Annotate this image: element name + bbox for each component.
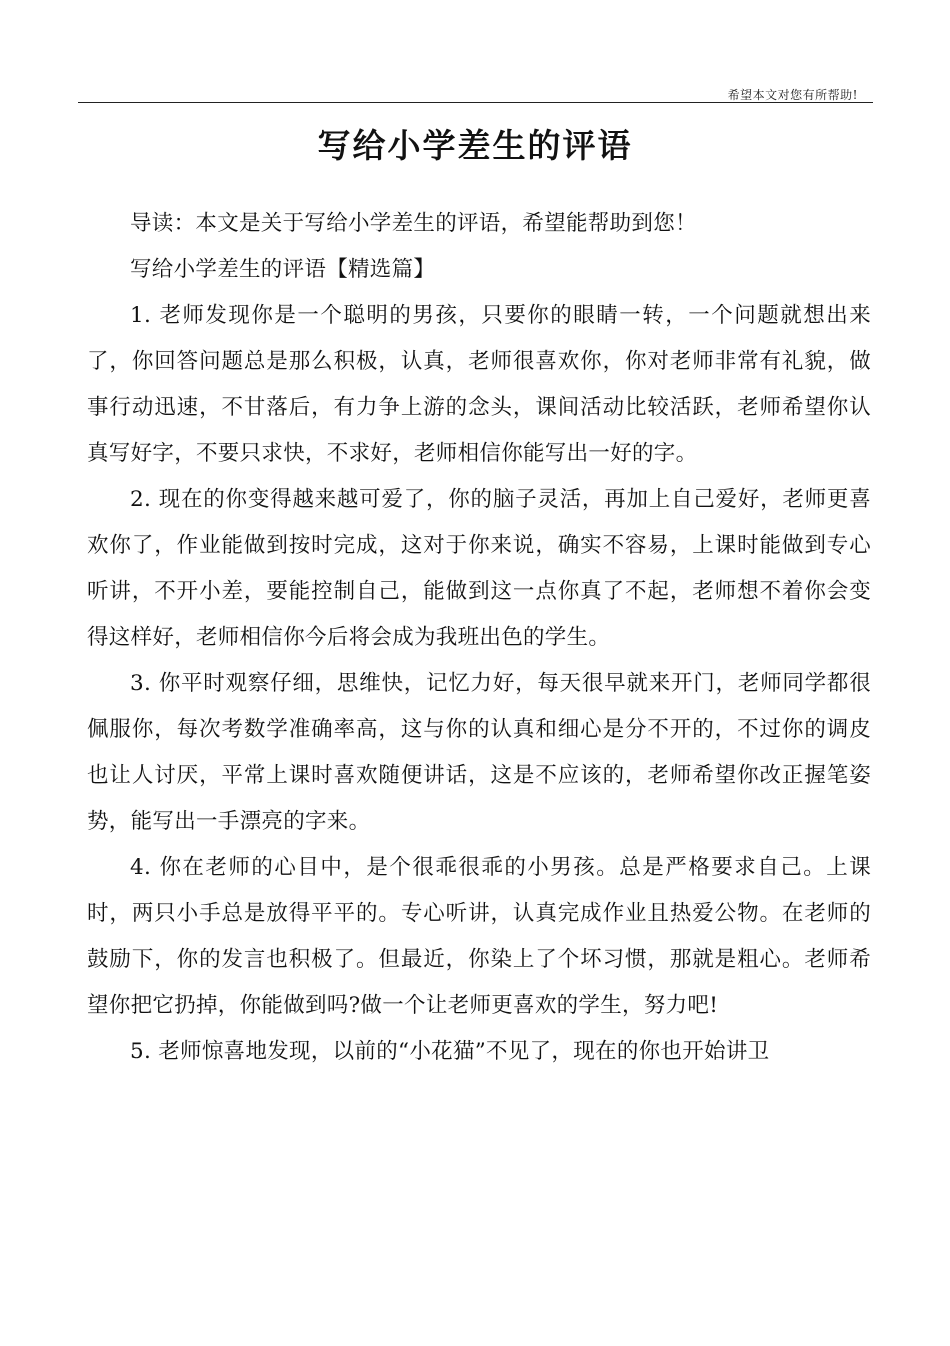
page-header-text: 希望本文对您有所帮助! xyxy=(727,88,858,102)
document-title: 写给小学差生的评语 xyxy=(317,126,633,165)
paragraph-item-1: 1. 老师发现你是一个聪明的男孩，只要你的眼睛一转，一个问题就想出来了，你回答问题总是那么积极，认真，老师很喜欢你，你对老师非常有礼貌，做事行动迅速，不甘落后，有力争上游的念头，课间活动比较活跃，老师希望你认真写好字，不要只求快，不求好，老师相信你能写出一好的字。 xyxy=(87,303,871,466)
paragraph-subtitle: 写给小学差生的评语【精选篇】 xyxy=(130,257,436,282)
paragraph-item-2: 2. 现在的你变得越来越可爱了，你的脑子灵活，再加上自己爱好，老师更喜欢你了，作业能做到按时完成，这对于你来说，确实不容易，上课时能做到专心听讲，不开小差，要能控制自己，能做到这一点你真了不起，老师想不着你会变得这样好，老师相信你今后将会成为我班出色的学生。 xyxy=(87,487,871,650)
paragraph-item-4: 4. 你在老师的心目中，是个很乖很乖的小男孩。总是严格要求自己。上课时，两只小手总是放得平平的。专心听讲，认真完成作业且热爱公物。在老师的鼓励下，你的发言也积极了。但最近，你染上了个坏习惯，那就是粗心。老师希望你把它扔掉，你能做到吗?做一个让老师更喜欢的学生，努力吧! xyxy=(87,855,871,1018)
document-body xyxy=(87,201,871,1075)
paragraph-intro: 导读：本文是关于写给小学差生的评语，希望能帮助到您！ xyxy=(130,211,697,236)
paragraph-item-5: 5. 老师惊喜地发现，以前的“小花猫”不见了，现在的你也开始讲卫 xyxy=(130,1039,770,1064)
header-divider xyxy=(78,102,873,103)
paragraph-item-3: 3. 你平时观察仔细，思维快，记忆力好，每天很早就来开门，老师同学都很佩服你，每次考数学准确率高，这与你的认真和细心是分不开的，不过你的调皮也让人讨厌，平常上课时喜欢随便讲话，这是不应该的，老师希望你改正握笔姿势，能写出一手漂亮的字来。 xyxy=(87,671,871,834)
